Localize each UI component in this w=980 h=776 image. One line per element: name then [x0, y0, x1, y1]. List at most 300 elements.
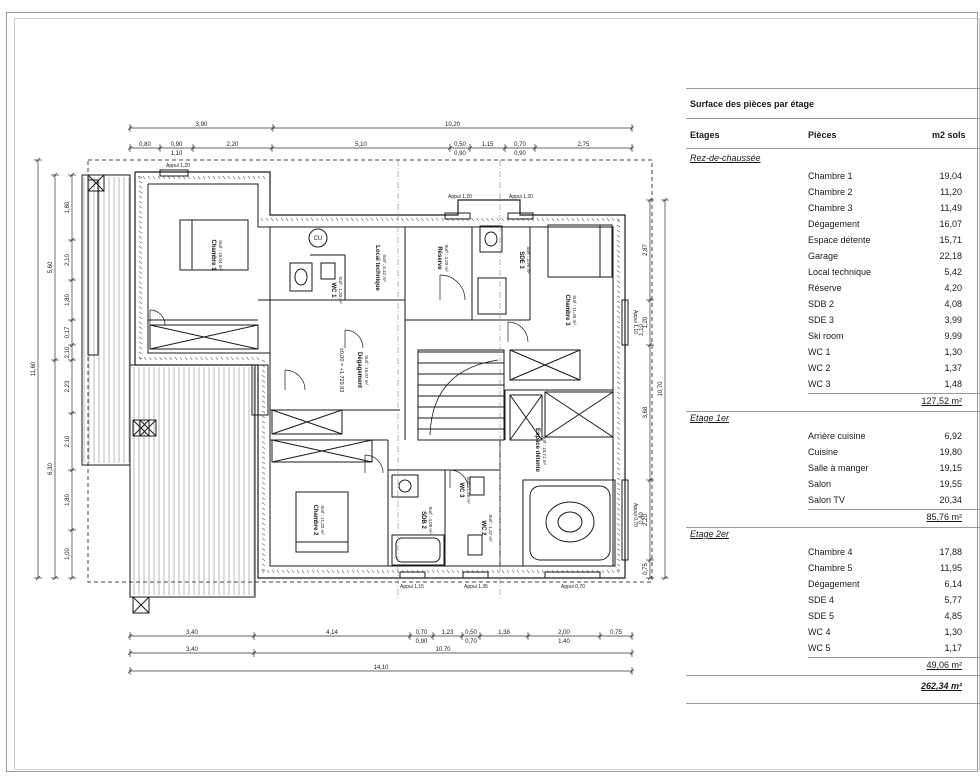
hatch-mark: [582, 218, 584, 221]
table-rule: [808, 657, 980, 658]
dimension-label: 0,17: [65, 326, 71, 339]
hatch-mark: [321, 218, 323, 221]
hatch-mark: [208, 176, 210, 179]
hatch-mark: [617, 498, 620, 500]
hatch-mark: [312, 570, 314, 573]
hatch-mark: [377, 570, 379, 573]
hatch-mark: [617, 311, 620, 313]
hatch-mark: [228, 176, 230, 179]
hatch-mark: [262, 375, 265, 377]
room-label: WC 3: [458, 482, 464, 498]
washbasin: [290, 263, 312, 291]
hatch-mark: [262, 411, 265, 413]
table-rule: [808, 393, 980, 394]
hatch-mark: [262, 503, 265, 505]
hatch-mark: [381, 218, 383, 221]
hatch-mark: [139, 322, 142, 324]
hatch-mark: [617, 518, 620, 520]
hatch-mark: [262, 564, 265, 566]
hatch-mark: [547, 218, 549, 221]
room-area: 6,92: [944, 431, 962, 441]
hatch-mark: [180, 357, 182, 360]
railing: [88, 180, 98, 355]
hatch-mark: [617, 570, 619, 573]
hatch-mark: [617, 539, 620, 541]
hatch-mark: [617, 453, 620, 455]
room-label: Local technique: [374, 245, 380, 291]
opening-note: Appui 1,10: [632, 310, 638, 334]
opening-note: Appui 1,20: [509, 194, 533, 200]
room-name: Salle à manger: [808, 463, 869, 473]
hatch-mark: [282, 570, 284, 573]
hatch-mark: [195, 357, 197, 360]
room-name: Ski room: [808, 331, 844, 341]
window: [463, 572, 488, 578]
hatch-mark: [139, 272, 142, 274]
hatch-mark: [139, 201, 142, 203]
room-name: Arrière cuisine: [808, 431, 866, 441]
hatch-mark: [262, 416, 265, 418]
hatch-mark: [153, 176, 155, 179]
hatch-mark: [602, 570, 604, 573]
hatch-mark: [262, 533, 265, 535]
room-area: 22,18: [939, 251, 962, 261]
dimension-label: 2,10: [65, 346, 71, 359]
room-label: Espace détente: [534, 427, 540, 473]
floor-label: Etage 2er: [690, 529, 730, 539]
hatch-mark: [139, 226, 142, 228]
header-area: m2 sols: [932, 130, 966, 140]
dimension-label: 3,40: [186, 647, 198, 653]
room-area: 4,85: [944, 611, 962, 621]
hatch-mark: [262, 396, 265, 398]
room-label: WC 1: [330, 282, 336, 298]
hatch-mark: [262, 570, 264, 573]
hatch-mark: [139, 186, 142, 188]
hatch-mark: [617, 513, 620, 515]
room-area: 4,08: [944, 299, 962, 309]
hatch-mark: [139, 211, 142, 213]
level-marker: ±0,00 = +1.729,93: [338, 347, 344, 393]
hatch-mark: [311, 218, 313, 221]
opening-note: Appui 1,15: [400, 584, 424, 590]
hatch-mark: [617, 503, 620, 505]
hatch-mark: [362, 570, 364, 573]
room-name: Chambre 3: [808, 203, 853, 213]
hatch-mark: [262, 442, 265, 444]
hatch-mark: [421, 218, 423, 221]
hatch-mark: [262, 508, 265, 510]
hatch-mark: [139, 246, 142, 248]
door-swing: [345, 330, 363, 348]
room-area-label: Surf : 1,30 m²: [338, 276, 343, 304]
hatch-mark: [262, 457, 265, 459]
hatch-mark: [617, 448, 620, 450]
spa-area: [523, 480, 615, 566]
hatch-mark: [253, 176, 255, 179]
room-name: WC 3: [808, 379, 831, 389]
door-swing: [365, 455, 383, 473]
dimension-label: 2,10: [65, 254, 71, 266]
hatch-mark: [617, 372, 620, 374]
hatch-mark: [617, 346, 620, 348]
dimension-label: 2,75: [577, 142, 590, 148]
hatch-mark: [139, 251, 142, 253]
hatch-mark: [203, 176, 205, 179]
hatch-mark: [617, 437, 620, 439]
hatch-mark: [617, 286, 620, 288]
hatch-mark: [271, 218, 273, 221]
hatch-mark: [617, 271, 620, 273]
room-label: WC 2: [480, 520, 486, 536]
table-rule: [686, 148, 980, 149]
hatch-mark: [139, 342, 142, 344]
hatch-mark: [572, 218, 574, 221]
hatch-mark: [617, 245, 620, 247]
hatch-mark: [352, 570, 354, 573]
hatch-mark: [262, 528, 265, 530]
hatch-mark: [337, 570, 339, 573]
hatch-mark: [457, 570, 459, 573]
hatch-mark: [411, 218, 413, 221]
bed-headboard: [296, 542, 348, 552]
room-label: Chambre 1: [210, 239, 216, 271]
hatch-mark: [262, 477, 265, 479]
washbasin: [392, 475, 418, 497]
hatch-mark: [190, 357, 192, 360]
hatch-mark: [139, 221, 142, 223]
dimension-label: 4,14: [326, 630, 338, 636]
room-area: 4,20: [944, 283, 962, 293]
hatch-mark: [331, 218, 333, 221]
bathtub: [392, 535, 444, 565]
hatch-mark: [612, 218, 614, 221]
room-name: SDE 4: [808, 595, 835, 605]
hatch-mark: [617, 377, 620, 379]
hatch-mark: [243, 176, 245, 179]
hatch-mark: [537, 218, 539, 221]
hatch-mark: [206, 357, 208, 360]
dimension-label: 0,90: [170, 142, 183, 148]
hatch-mark: [261, 218, 263, 221]
hatch-mark: [306, 218, 308, 221]
hatch-mark: [587, 218, 589, 221]
hatch-mark: [262, 543, 265, 545]
hatch-mark: [372, 570, 374, 573]
hatch-mark: [347, 570, 349, 573]
room-area-label: Surf : 4,08 m²: [428, 506, 433, 534]
hatch-mark: [233, 176, 235, 179]
hatch-mark: [262, 421, 265, 423]
hatch-mark: [292, 570, 294, 573]
hatch-mark: [617, 367, 620, 369]
hatch-mark: [286, 218, 288, 221]
hatch-mark: [487, 218, 489, 221]
hatch-mark: [366, 218, 368, 221]
hatch-mark: [617, 296, 620, 298]
room-area-label: Surf : 11,20 m²: [320, 505, 325, 535]
room-name: Espace détente: [808, 235, 871, 245]
hatch-mark: [617, 493, 620, 495]
room-area: 9,99: [944, 331, 962, 341]
room-area: 15,71: [939, 235, 962, 245]
hatch-mark: [612, 570, 614, 573]
hatch-mark: [262, 447, 265, 449]
room-area: 3,99: [944, 315, 962, 325]
hatch-mark: [617, 235, 620, 237]
room-label: Dégagement: [356, 351, 362, 389]
hatch-mark: [322, 570, 324, 573]
toilet: [468, 535, 482, 555]
surface-table: [686, 88, 980, 708]
window: [252, 365, 268, 415]
room-name: WC 4: [808, 627, 831, 637]
dimension-label: 10,70: [435, 647, 451, 653]
hatch-mark: [193, 176, 195, 179]
room-name: Chambre 4: [808, 547, 853, 557]
hatch-mark: [302, 570, 304, 573]
hatch-mark: [617, 321, 620, 323]
dimension-label: 1,00: [65, 548, 71, 560]
room-area: 1,17: [944, 643, 962, 653]
hatch-mark: [617, 407, 620, 409]
hatch-mark: [617, 432, 620, 434]
room-name: Chambre 2: [808, 187, 853, 197]
hatch-mark: [226, 357, 228, 360]
dimension-label: 0,90: [454, 151, 466, 157]
room-name: Cuisine: [808, 447, 839, 457]
hatch-mark: [617, 483, 620, 485]
hatch-mark: [356, 218, 358, 221]
hatch-mark: [262, 482, 265, 484]
bed: [548, 225, 612, 277]
opening-note: Appui 0,70: [561, 584, 585, 590]
hatch-mark: [160, 357, 162, 360]
hatch-mark: [238, 176, 240, 179]
stair-handrail: [430, 360, 498, 435]
hatch-mark: [139, 256, 142, 258]
hatch-mark: [391, 218, 393, 221]
hatch-mark: [326, 218, 328, 221]
hatch-mark: [592, 218, 594, 221]
hatch-mark: [617, 417, 620, 419]
room-area-label: Surf : 19,04 m²: [218, 240, 223, 270]
dimension-label: 11,60: [31, 361, 37, 377]
hatch-mark: [597, 218, 599, 221]
hatch-mark: [139, 241, 142, 243]
room-area: 5,42: [944, 267, 962, 277]
hatch-mark: [252, 357, 254, 360]
hatch-mark: [296, 218, 298, 221]
room-area: 19,15: [939, 463, 962, 473]
hatch-mark: [139, 297, 142, 299]
hatch-mark: [317, 570, 319, 573]
hatch-mark: [262, 370, 265, 372]
hatch-mark: [617, 301, 620, 303]
boiler-label: CU: [313, 236, 323, 242]
room-area: 11,49: [940, 203, 962, 213]
dimension-label: 1,10: [639, 324, 645, 336]
hatch-mark: [617, 468, 620, 470]
room-label: SDE 3: [518, 251, 524, 269]
hatch-mark: [336, 218, 338, 221]
hatch-mark: [527, 570, 529, 573]
hatch-mark: [617, 458, 620, 460]
hatch-mark: [262, 559, 265, 561]
dimension-label: 3,90: [195, 122, 208, 128]
hatch-mark: [442, 218, 444, 221]
hatch-mark: [617, 528, 620, 530]
dimension-label: 6,30: [48, 463, 54, 475]
hatch-mark: [617, 402, 620, 404]
door-swing: [150, 310, 165, 325]
hatch-mark: [617, 564, 620, 566]
hatch-mark: [617, 387, 620, 389]
hatch-mark: [617, 534, 620, 536]
dimension-label: 1,80: [65, 294, 71, 306]
hatch-mark: [301, 218, 303, 221]
dimension-label: 2,10: [65, 435, 71, 448]
room-label: Chambre 2: [312, 504, 318, 536]
spa-seat: [558, 512, 582, 532]
dimension-label: 5,10: [355, 142, 367, 148]
table-rule: [686, 118, 980, 119]
hatch-mark: [522, 570, 524, 573]
hatch-mark: [327, 570, 329, 573]
hatch-mark: [276, 218, 278, 221]
hatch-mark: [357, 570, 359, 573]
room-area-label: Surf : 16,07 m²: [364, 355, 369, 385]
hatch-mark: [267, 570, 269, 573]
hatch-mark: [617, 488, 620, 490]
hatch-mark: [213, 176, 215, 179]
room-area: 11,20: [940, 187, 962, 197]
hatch-mark: [416, 218, 418, 221]
hatch-mark: [437, 570, 439, 573]
hatch-mark: [607, 218, 609, 221]
toilet: [470, 477, 484, 495]
roof-outline: [88, 160, 652, 582]
hatch-mark: [139, 332, 142, 334]
hatch-mark: [262, 431, 265, 433]
floor-label: Etage 1er: [690, 413, 730, 423]
washbasin-bowl: [485, 232, 497, 246]
room-area-label: Surf : 5,42 m²: [382, 254, 387, 282]
hatch-mark: [139, 277, 142, 279]
washbasin: [480, 226, 502, 252]
hatch-mark: [262, 538, 265, 540]
hatch-mark: [472, 218, 474, 221]
hatch-mark: [426, 218, 428, 221]
hatch-mark: [139, 287, 142, 289]
opening-note: Appui 1,20: [166, 163, 190, 169]
room-name: Salon TV: [808, 495, 845, 505]
table-rule: [686, 411, 980, 412]
hatch-mark: [139, 216, 142, 218]
hatch-mark: [376, 218, 378, 221]
hatch-mark: [277, 570, 279, 573]
hatch-mark: [617, 544, 620, 546]
hatch-mark: [139, 282, 142, 284]
hatch-mark: [262, 385, 265, 387]
dimension-label: 5,60: [48, 261, 54, 274]
hatch-mark: [507, 570, 509, 573]
hatch-mark: [617, 443, 620, 445]
hatch-mark: [154, 357, 156, 360]
hatch-mark: [316, 218, 318, 221]
hatch-mark: [617, 326, 620, 328]
hatch-mark: [223, 176, 225, 179]
room-area: 1,30: [944, 347, 962, 357]
room-area: 20,34: [939, 495, 962, 505]
dimension-label: 1,10: [170, 151, 183, 157]
hatch-mark: [139, 181, 142, 183]
hatch-mark: [497, 218, 499, 221]
hatch-mark: [432, 570, 434, 573]
hatch-mark: [617, 427, 620, 429]
hatch-mark: [617, 357, 620, 359]
hatch-mark: [502, 218, 504, 221]
hatch-mark: [617, 508, 620, 510]
table-rule: [686, 675, 980, 676]
hatch-mark: [617, 230, 620, 232]
hatch-mark: [262, 391, 265, 393]
outer-wall-inner: [148, 184, 613, 566]
room-name: WC 2: [808, 363, 831, 373]
hatch-mark: [236, 357, 238, 360]
hatch-mark: [185, 357, 187, 360]
hatch-mark: [617, 478, 620, 480]
dimension-label: 0,75: [643, 563, 649, 575]
hatch-mark: [607, 570, 609, 573]
hatch-mark: [351, 218, 353, 221]
hatch-mark: [552, 218, 554, 221]
header-floor: Etages: [690, 130, 720, 140]
spa-basin: [546, 502, 594, 542]
bed-headboard: [180, 220, 192, 270]
hatch-mark: [617, 392, 620, 394]
washbasin-bowl: [399, 480, 411, 492]
room-area: 16,07: [939, 219, 962, 229]
hatch-mark: [139, 261, 142, 263]
hatch-mark: [542, 218, 544, 221]
hatch-mark: [262, 380, 265, 382]
hatch-mark: [149, 357, 151, 360]
hatch-mark: [262, 406, 265, 408]
hatch-mark: [617, 336, 620, 338]
dimension-label: 0,90: [415, 639, 428, 645]
hatch-mark: [231, 357, 233, 360]
hatch-mark: [617, 255, 620, 257]
hatch-mark: [262, 472, 265, 474]
hatch-mark: [216, 357, 218, 360]
hatch-mark: [617, 523, 620, 525]
hatch-mark: [537, 570, 539, 573]
hatch-mark: [262, 549, 265, 551]
hatch-mark: [617, 412, 620, 414]
hatch-mark: [617, 554, 620, 556]
hatch-mark: [617, 341, 620, 343]
dimension-label: 1,80: [65, 494, 71, 506]
hatch-mark: [387, 570, 389, 573]
hatch-mark: [341, 218, 343, 221]
hatch-mark: [262, 436, 265, 438]
grand-total: 262,34 m²: [920, 681, 962, 691]
hatch-mark: [492, 570, 494, 573]
hatch-mark: [262, 513, 265, 515]
table-rule: [808, 509, 980, 510]
hatch-mark: [139, 352, 142, 354]
